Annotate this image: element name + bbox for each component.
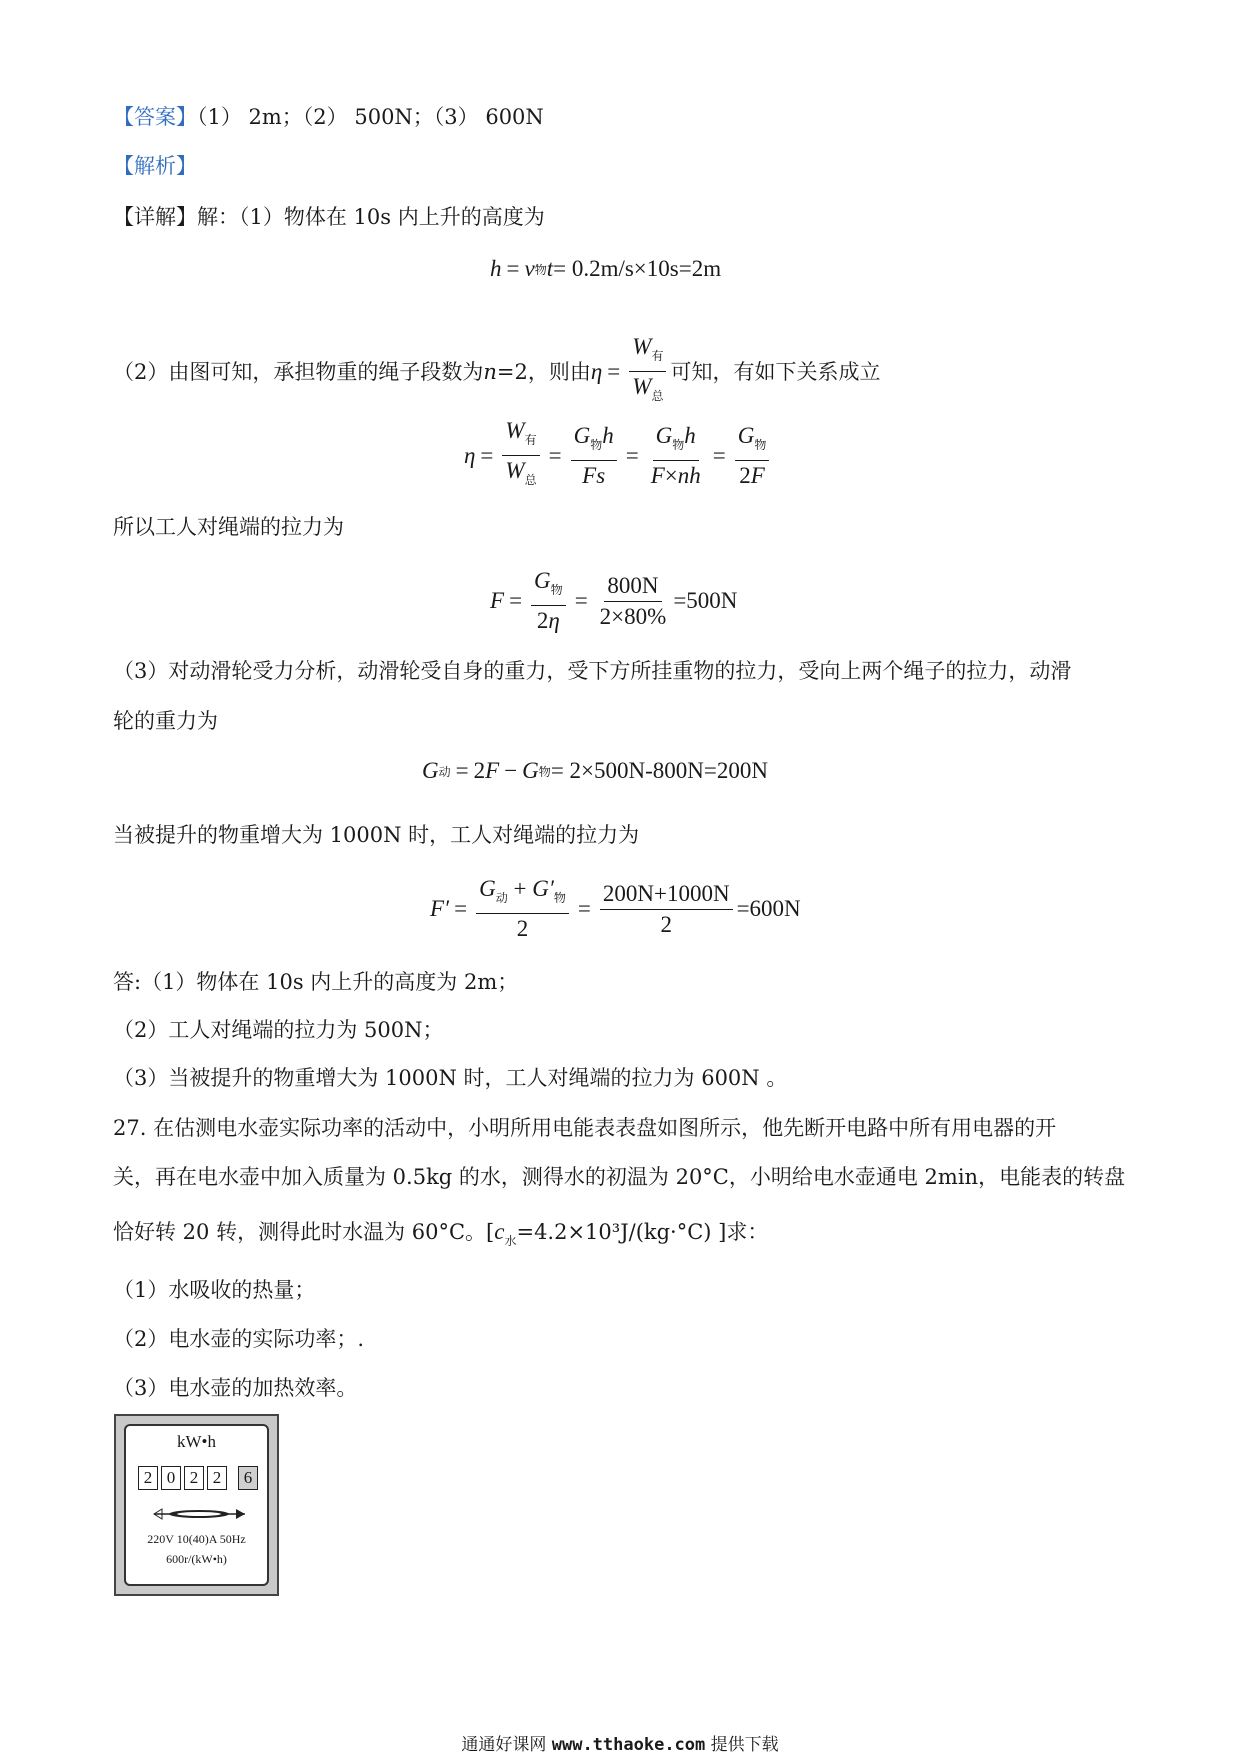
q27-line3-sub: 水 [504,1234,517,1248]
equation-height-rhs: = 0.2m/s×10s=2m [553,256,722,281]
meter-digit-decimal: 6 [238,1466,258,1490]
q27-sub1: （1）水吸收的热量； [113,1278,316,1302]
meter-digits [138,1466,258,1490]
meter-digit: 2 [138,1466,158,1490]
answer-summary-3: （3）当被提升的物重增大为 1000N 时，工人对绳端的拉力为 600N 。 [113,1066,788,1090]
q27-line3-a: 恰好转 20 转，测得此时水温为 60°C。[ [113,1220,495,1244]
detail-p2-a: （2）由图可知，承担物重的绳子段数为 [113,359,484,384]
detail-tag: 【详解】 [113,205,197,229]
equation-new-force-result: =600N [736,896,801,921]
equation-pulley-weight: G 动 = 2 F − G 物 = 2×500N-800N=200N [422,758,768,783]
page-footer [0,1730,1240,1755]
equation-efficiency: η = $\frac{W_有}{W_总}$ = $\frac{G_物h}{Fs}$ = $\frac{G_物h}{F\times nh}$ = $\frac{G_物}{2F}$ [464,418,773,493]
meter-face [124,1424,269,1586]
detail-p2-b: =2，则由 [496,359,591,384]
analysis-tag: 【解析】 [113,154,197,178]
meter-digit: 2 [184,1466,204,1490]
equation-new-force-num: 200N+1000N [600,881,733,910]
equation-force-num: 800N [604,573,661,602]
answer-line [113,102,544,132]
efficiency-formula-inline: η = $\frac{W_有}{W_总}$ [591,334,671,409]
footer-suffix: 提供下载 [710,1735,779,1755]
detail-p2-c: 可知，有如下关系成立 [670,359,881,384]
equation-new-force: F′ = $\frac{G_动 + G'_物}{2}$ = $\frac{200N+1000N}{2}$ =600N [430,876,801,941]
footer-url[interactable]: www.tthaoke.com [551,1735,706,1755]
footer-site: 通通好课网 [461,1735,547,1755]
detail-p4-line1: （3）对动滑轮受力分析，动滑轮受自身的重力，受下方所挂重物的拉力，受向上两个绳子的拉力，动滑 [113,659,1072,683]
equation-force: F = $\frac{G_物}{2\eta}$ = $\frac{800N}{2\times 80\%}$ =500N [490,568,738,633]
electric-meter-figure [114,1414,279,1596]
detail-p4-line2: 轮的重力为 [113,709,218,733]
answer-text: （1） 2m；（2） 500N；（3） 600N [197,105,544,129]
meter-unit: kW•h [177,1432,216,1451]
q27-line3-b: =4.2×10³J/(kg·°C) ]求： [516,1220,769,1244]
q27-line2: 关，再在电水壶中加入质量为 0.5kg 的水，测得水的初温为 20°C，小明给电水壶通电 2min，电能表的转盘 [113,1165,1126,1189]
meter-digit: 0 [161,1466,181,1490]
equation-force-result: =500N [673,588,738,613]
equation-new-force-den: 2 [660,911,672,937]
detail-p5: 当被提升的物重增大为 1000N 时，工人对绳端的拉力为 [113,823,640,847]
q27-sub2: （2）电水壶的实际功率；. [113,1327,365,1351]
meter-spec-revolutions: 600r/(kW•h) [166,1552,227,1566]
meter-digit: 2 [207,1466,227,1490]
q27-line3-c: c [494,1219,505,1244]
detail-intro [113,202,545,232]
meter-spec-rating: 220V 10(40)A 50Hz [147,1532,246,1546]
answer-summary-1: 答:（1）物体在 10s 内上升的高度为 2m； [113,970,519,994]
detail-p3: 所以工人对绳端的拉力为 [113,515,344,539]
q27-line1: 27. 在估测电水壶实际功率的活动中，小明所用电能表表盘如图所示，他先断开电路中所有用电器的开 [113,1116,1057,1140]
detail-p2 [113,334,880,409]
answer-tag: 【答案】 [113,105,197,129]
detail-intro-text: 解：（1）物体在 10s 内上升的高度为 [197,205,545,229]
q27-line3 [113,1217,768,1256]
meter-rotating-disc-icon [152,1506,247,1522]
equation-pulley-weight-rhs: = 2×500N-800N=200N [550,758,768,783]
q27-sub3: （3）电水壶的加热效率。 [113,1376,358,1400]
equation-force-den: 2×80% [599,603,667,629]
detail-p2-n: n [483,359,497,384]
answer-summary-2: （2）工人对绳端的拉力为 500N； [113,1018,444,1042]
equation-height: h = v 物 t = 0.2m/s×10s=2m [490,256,722,281]
